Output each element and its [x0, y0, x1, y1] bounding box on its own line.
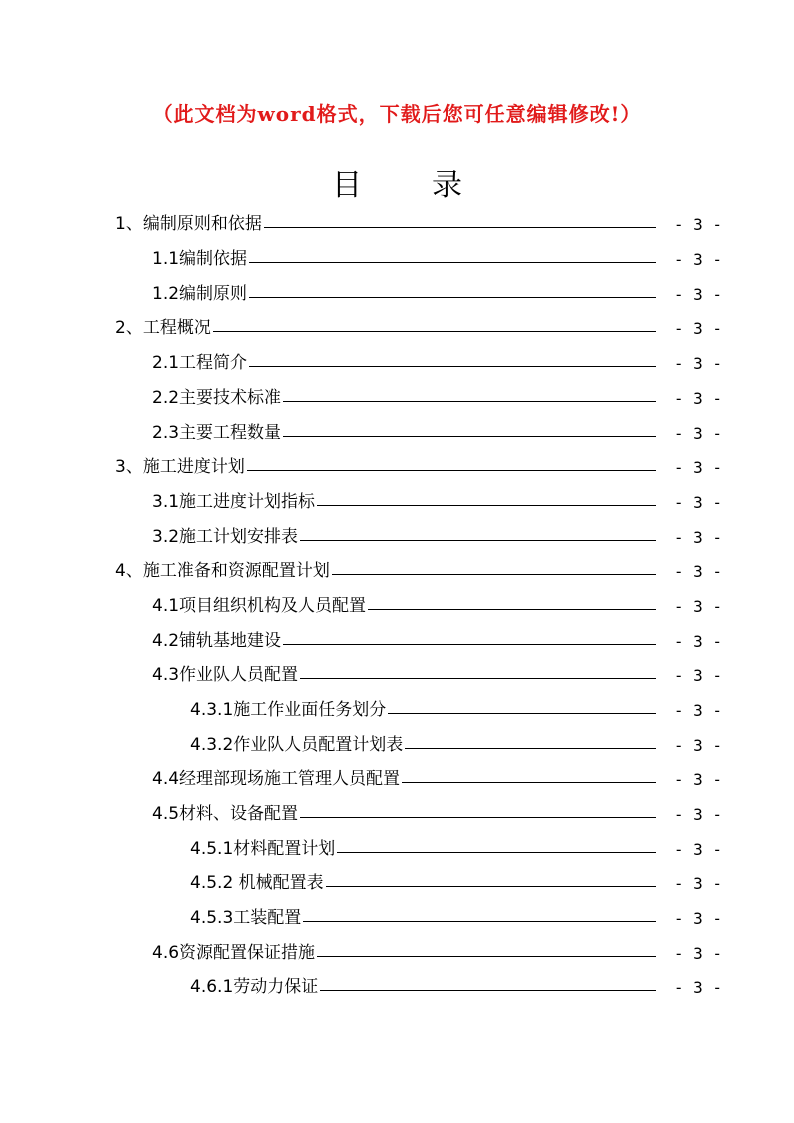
toc-entry-3-2[interactable] [152, 513, 722, 547]
toc-entry-4-3[interactable] [152, 651, 722, 685]
toc-entry-4-3-1[interactable] [190, 686, 722, 720]
toc-page-number: - 3 - [673, 701, 722, 720]
toc-leader-line [317, 505, 656, 506]
toc-leader-line [300, 678, 656, 679]
toc-page-number: - 3 - [673, 840, 722, 859]
toc-page-number: - 3 - [673, 562, 722, 581]
toc-entry-label: 4.5.2 机械配置表 [190, 873, 324, 893]
toc-page-number: - 3 - [673, 458, 722, 477]
toc-entry-label: 1.2编制原则 [152, 284, 248, 304]
toc-entry-4-5-2[interactable] [190, 859, 722, 893]
toc-entry-label: 2、工程概况 [115, 318, 211, 338]
toc-entry-1-1[interactable] [152, 235, 722, 269]
toc-entry-label: 4.2铺轨基地建设 [152, 631, 282, 651]
toc-leader-line [317, 956, 656, 957]
toc-entry-4-1[interactable] [152, 582, 722, 616]
toc-entry-4[interactable] [115, 547, 722, 581]
toc-page-number: - 3 - [673, 666, 722, 685]
toc-entry-label: 2.3主要工程数量 [152, 423, 282, 443]
toc-entry-label: 4.1项目组织机构及人员配置 [152, 596, 367, 616]
toc-entry-2-3[interactable] [152, 409, 722, 443]
toc-entry-3[interactable] [115, 443, 722, 477]
word-format-notice: （此文档为word格式，下载后您可任意编辑修改!） [152, 102, 642, 126]
toc-page-number: - 3 - [673, 493, 722, 512]
toc-entry-label: 2.1工程简介 [152, 353, 248, 373]
toc-page-number: - 3 - [673, 528, 722, 547]
toc-entry-label: 1、编制原则和依据 [115, 214, 262, 234]
toc-entry-label: 4.5.3工装配置 [190, 908, 302, 928]
toc-entry-label: 4.3.2作业队人员配置计划表 [190, 735, 404, 755]
toc-page-number: - 3 - [673, 770, 722, 789]
toc-entry-1[interactable] [115, 200, 722, 234]
toc-leader-line [264, 227, 656, 228]
toc-entry-label: 3.1施工进度计划指标 [152, 492, 316, 512]
toc-entry-3-1[interactable] [152, 478, 722, 512]
toc-entry-2-2[interactable] [152, 374, 722, 408]
toc-page-number: - 3 - [673, 285, 722, 304]
toc-leader-line [249, 297, 656, 298]
toc-entry-4-6-1[interactable] [190, 963, 722, 997]
toc-entry-label: 4.5材料、设备配置 [152, 804, 299, 824]
toc-page-number: - 3 - [673, 736, 722, 755]
toc-leader-line [388, 713, 656, 714]
toc-entry-label: 4.5.1材料配置计划 [190, 839, 336, 859]
toc-entry-label: 3.2施工计划安排表 [152, 527, 299, 547]
toc-leader-line [283, 401, 656, 402]
toc-entry-label: 4.6资源配置保证措施 [152, 943, 316, 963]
toc-entry-label: 4、施工准备和资源配置计划 [115, 561, 330, 581]
toc-entry-4-2[interactable] [152, 617, 722, 651]
toc-page-number: - 3 - [673, 944, 722, 963]
toc-leader-line [300, 540, 656, 541]
toc-entry-4-4[interactable] [152, 755, 722, 789]
toc-entry-label: 1.1编制依据 [152, 249, 248, 269]
toc-page-number: - 3 - [673, 909, 722, 928]
toc-entry-label: 3、施工进度计划 [115, 457, 245, 477]
toc-page-number: - 3 - [673, 319, 722, 338]
toc-leader-line [283, 436, 656, 437]
toc-entry-4-5[interactable] [152, 790, 722, 824]
toc-leader-line [320, 990, 656, 991]
toc-page-number: - 3 - [673, 632, 722, 651]
toc-page-number: - 3 - [673, 389, 722, 408]
toc-leader-line [300, 817, 656, 818]
toc-page-number: - 3 - [673, 424, 722, 443]
toc-entry-label: 2.2主要技术标准 [152, 388, 282, 408]
toc-page-number: - 3 - [673, 597, 722, 616]
toc-leader-line [249, 262, 656, 263]
toc-entry-label: 4.3作业队人员配置 [152, 665, 299, 685]
toc-leader-line [283, 644, 656, 645]
toc-entry-2-1[interactable] [152, 339, 722, 373]
toc-leader-line [303, 921, 656, 922]
toc-entry-2[interactable] [115, 304, 722, 338]
toc-page-number: - 3 - [673, 874, 722, 893]
toc-page-number: - 3 - [673, 250, 722, 269]
toc-entry-1-2[interactable] [152, 270, 722, 304]
toc-leader-line [332, 574, 656, 575]
toc-leader-line [405, 748, 656, 749]
toc-leader-line [213, 331, 656, 332]
toc-leader-line [249, 366, 656, 367]
toc-entry-label: 4.3.1施工作业面任务划分 [190, 700, 387, 720]
toc-entry-label: 4.6.1劳动力保证 [190, 977, 319, 997]
toc-entry-label: 4.4经理部现场施工管理人员配置 [152, 769, 401, 789]
toc-leader-line [247, 470, 656, 471]
toc-page-number: - 3 - [673, 805, 722, 824]
toc-leader-line [368, 609, 656, 610]
toc-page-number: - 3 - [673, 215, 722, 234]
toc-page-number: - 3 - [673, 354, 722, 373]
toc-page-number: - 3 - [673, 978, 722, 997]
toc-title: 目录 [332, 168, 532, 203]
toc-entry-4-5-3[interactable] [190, 894, 722, 928]
toc-entry-4-3-2[interactable] [190, 721, 722, 755]
toc-entry-4-6[interactable] [152, 929, 722, 963]
toc-entry-4-5-1[interactable] [190, 825, 722, 859]
toc-leader-line [337, 852, 656, 853]
toc-leader-line [402, 782, 656, 783]
toc-leader-line [326, 886, 656, 887]
